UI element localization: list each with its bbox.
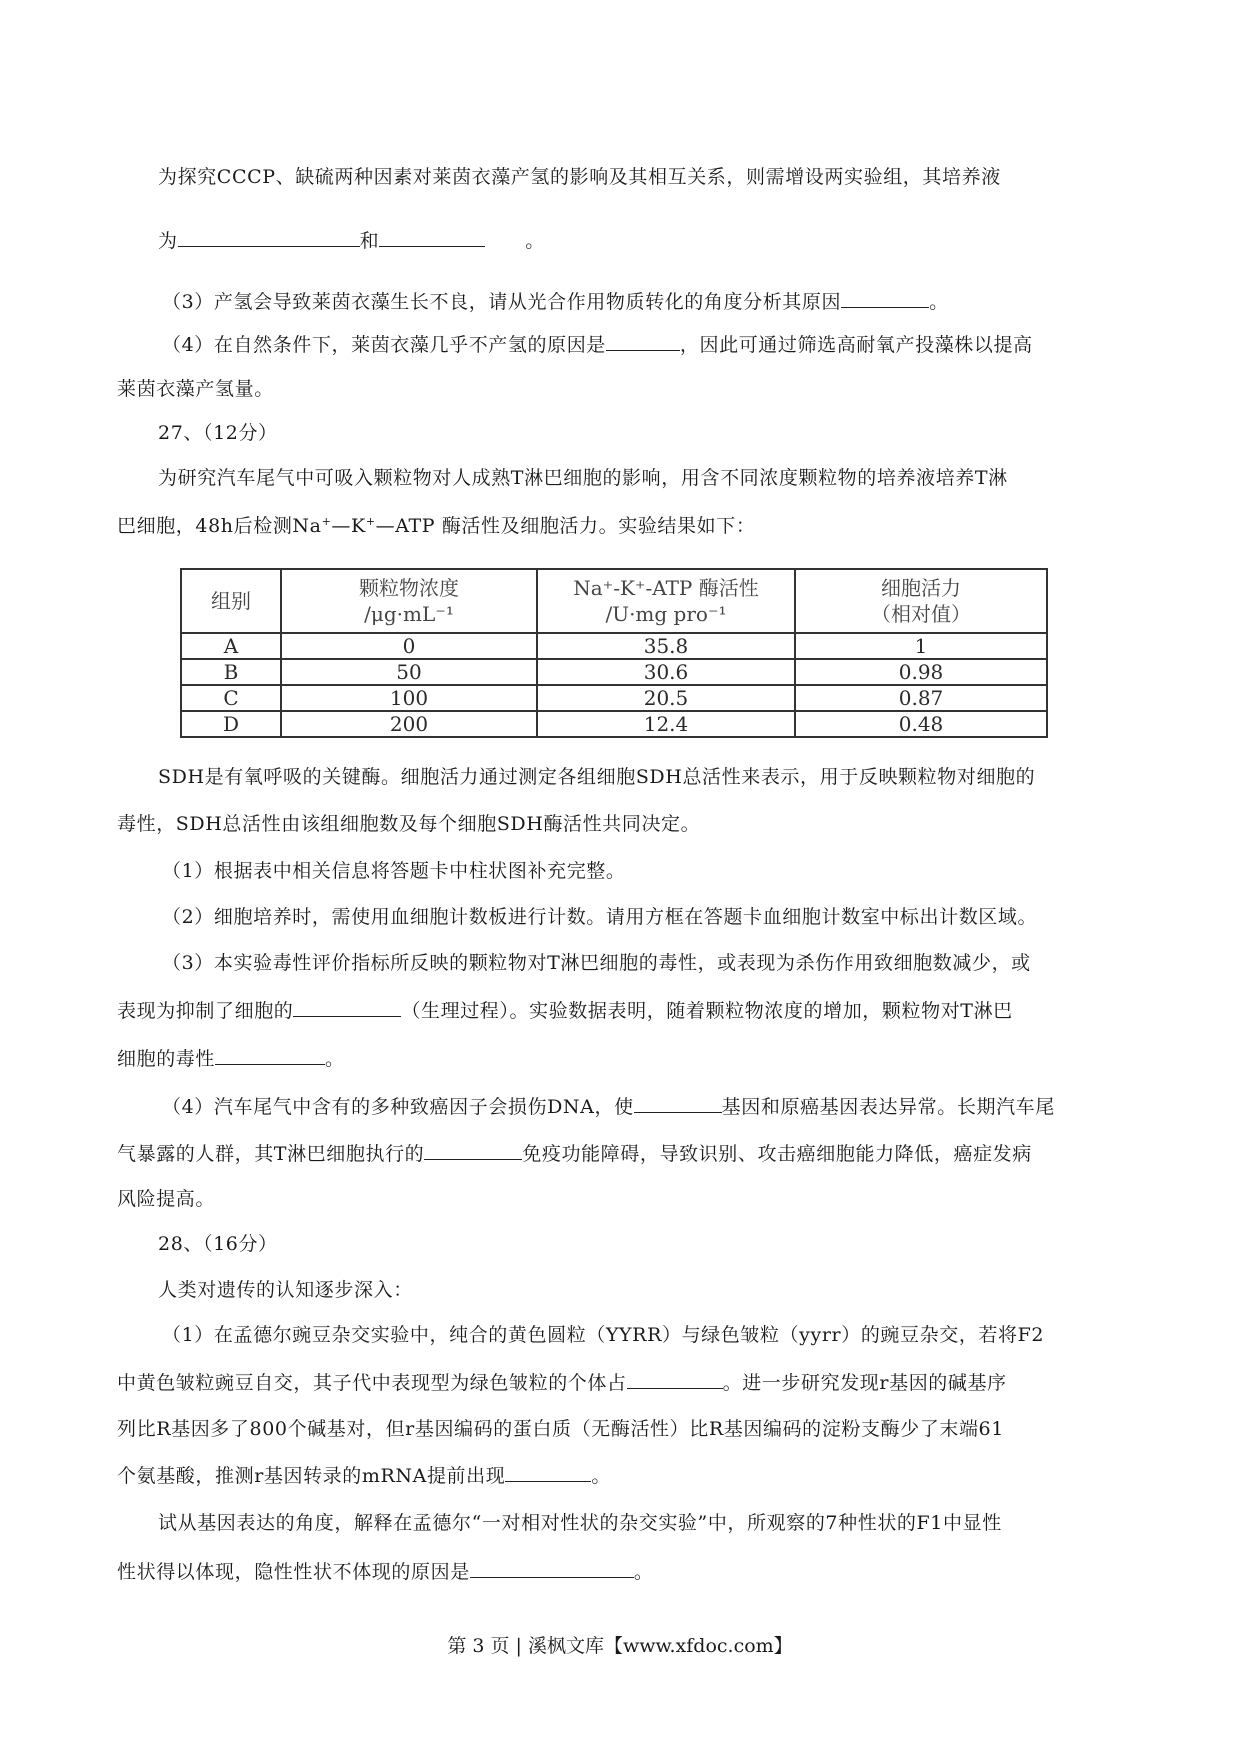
text-fragment: 。 <box>525 230 545 252</box>
text-line: SDH是有氧呼吸的关键酶。细胞活力通过测定各组细胞SDH总活性来表示，用于反映颗粒物对细胞的 <box>158 766 1036 788</box>
answer-blank[interactable] <box>505 1461 591 1482</box>
text-fragment: —ATP 酶活性及细胞活力。实验结果如下： <box>375 515 756 537</box>
header-text: （相对值） <box>871 602 971 626</box>
page-footer: 第 3 页 | 溪枫文库【www.xfdoc.com】 <box>447 1635 793 1657</box>
text-line: 试从基因表达的角度，解释在孟德尔“一对相对性状的杂交实验”中，所观察的7种性状的F1中显性 <box>158 1512 1002 1534</box>
header-text: /U·mg pro⁻¹ <box>605 602 727 626</box>
table-row <box>181 711 1047 737</box>
text-fragment: 和 <box>359 230 380 252</box>
question-number: 27、（12分） <box>158 422 278 444</box>
text-line: （1）根据表中相关信息将答题卡中柱状图补充完整。 <box>162 860 626 882</box>
text-line: 莱茵衣藻产氢量。 <box>117 378 274 400</box>
text-fragment: 性状得以体现，隐性性状不体现的原因是 <box>117 1561 470 1583</box>
text-fragment: 基因和原癌基因表达异常。长期汽车尾 <box>721 1096 1055 1118</box>
text-fragment: 。 <box>325 1048 345 1070</box>
header-text: 细胞活力 <box>881 576 961 600</box>
table-cell: C <box>181 685 281 711</box>
answer-blank[interactable] <box>424 1139 522 1160</box>
result-table-image <box>168 560 1052 738</box>
answer-blank[interactable] <box>379 226 485 247</box>
text-line: 风险提高。 <box>117 1188 216 1210</box>
text-fragment: （3）产氢会导致莱茵衣藻生长不良，请从光合作用物质转化的角度分析其原因 <box>162 291 842 313</box>
text-fragment: 气暴露的人群，其T淋巴细胞执行的 <box>117 1143 425 1165</box>
text-fragment: 。 <box>591 1465 611 1487</box>
table-header-cell <box>795 569 1047 633</box>
text-fragment: 个氨基酸，推测r基因转录的mRNA提前出现 <box>117 1465 506 1487</box>
superscript: + <box>365 515 376 528</box>
table-row <box>181 685 1047 711</box>
table-cell: 30.6 <box>537 659 795 685</box>
text-line <box>162 330 1033 359</box>
text-line: 毒性，SDH总活性由该组细胞数及每个细胞SDH酶活性共同决定。 <box>117 813 701 835</box>
text-line <box>117 1461 611 1490</box>
text-fragment: 表现为抑制了细胞的 <box>117 1000 294 1022</box>
text-fragment: 。 <box>633 1561 654 1583</box>
text-line <box>117 996 1013 1025</box>
text-fragment: 免疫功能障碍，导致识别、攻击癌细胞能力降低，癌症发病 <box>522 1143 1032 1165</box>
text-line: 为探究CCCP、缺硫两种因素对莱茵衣藻产氢的影响及其相互关系，则需增设两实验组，其培养液 <box>158 166 1001 188</box>
text-line <box>117 1139 1032 1168</box>
table-header-cell <box>537 569 795 633</box>
text-line: 列比R基因多了800个碱基对，但r基因编码的蛋白质（无酶活性）比R基因编码的淀粉支酶少了末端61 <box>117 1418 1004 1440</box>
text-line <box>117 1368 1007 1397</box>
text-fragment: 细胞的毒性 <box>117 1048 216 1070</box>
text-fragment: —K <box>331 515 366 537</box>
table-cell: 20.5 <box>537 685 795 711</box>
text-line: （1）在孟德尔豌豆杂交实验中，纯合的黄色圆粒（YYRR）与绿色皱粒（yyrr）的豌豆杂交，若将F2 <box>162 1324 1045 1346</box>
table-header-row <box>181 569 1047 633</box>
text-fragment: 。 <box>929 291 949 313</box>
answer-blank[interactable] <box>841 287 929 308</box>
answer-blank[interactable] <box>178 226 360 247</box>
text-line <box>117 1557 653 1586</box>
table-cell: 100 <box>281 685 537 711</box>
table-cell: 0.98 <box>795 659 1047 685</box>
table-cell: 0.87 <box>795 685 1047 711</box>
text-fragment: 。进一步研究发现r基因的碱基序 <box>722 1372 1007 1394</box>
answer-blank[interactable] <box>606 330 680 351</box>
table-row <box>181 633 1047 659</box>
answer-blank[interactable] <box>470 1557 634 1578</box>
table-cell: 50 <box>281 659 537 685</box>
text-fragment: 巴细胞，48h后检测Na <box>117 515 322 537</box>
header-text: /μg·mL⁻¹ <box>364 602 454 626</box>
text-line <box>117 1044 345 1073</box>
text-line <box>162 1092 1055 1121</box>
table-cell: 200 <box>281 711 537 737</box>
table-row <box>181 659 1047 685</box>
text-line <box>117 512 755 540</box>
text-line <box>162 287 949 316</box>
table-cell: 35.8 <box>537 633 795 659</box>
result-table <box>180 568 1048 738</box>
text-line: 为研究汽车尾气中可吸入颗粒物对人成熟T淋巴细胞的影响，用含不同浓度颗粒物的培养液培养T淋 <box>158 467 1008 489</box>
text-line <box>158 226 545 255</box>
text-line: （2）细胞培养时，需使用血细胞计数板进行计数。请用方框在答题卡血细胞计数室中标出计数区域。 <box>162 906 1038 928</box>
text-fragment: 为 <box>158 230 178 252</box>
table-cell: 12.4 <box>537 711 795 737</box>
header-text: Na⁺-K⁺-ATP 酶活性 <box>573 576 759 600</box>
text-line: 人类对遗传的认知逐步深入： <box>158 1279 413 1301</box>
table-cell: 0.48 <box>795 711 1047 737</box>
table-header-cell <box>181 569 281 633</box>
answer-blank[interactable] <box>215 1044 325 1065</box>
header-text: 颗粒物浓度 <box>359 576 459 600</box>
text-fragment: （生理过程）。实验数据表明，随着颗粒物浓度的增加，颗粒物对T淋巴 <box>401 1000 1013 1022</box>
table-cell: D <box>181 711 281 737</box>
answer-blank[interactable] <box>627 1368 723 1389</box>
text-line: （3）本实验毒性评价指标所反映的颗粒物对T淋巴细胞的毒性，或表现为杀伤作用致细胞数减少，或 <box>162 952 1031 974</box>
question-number: 28、（16分） <box>158 1233 278 1255</box>
table-cell: 1 <box>795 633 1047 659</box>
superscript: + <box>321 515 332 528</box>
table-cell: B <box>181 659 281 685</box>
header-text: 组别 <box>211 589 251 613</box>
text-fragment: （4）在自然条件下，莱茵衣藻几乎不产氢的原因是 <box>162 334 606 356</box>
table-header-cell <box>281 569 537 633</box>
text-fragment: ，因此可通过筛选高耐氧产投藻株以提高 <box>679 334 1033 356</box>
answer-blank[interactable] <box>634 1092 722 1113</box>
text-fragment: 中黄色皱粒豌豆自交，其子代中表现型为绿色皱粒的个体占 <box>117 1372 627 1394</box>
table-cell: A <box>181 633 281 659</box>
answer-blank[interactable] <box>293 996 401 1017</box>
table-cell: 0 <box>281 633 537 659</box>
text-fragment: （4）汽车尾气中含有的多种致癌因子会损伤DNA，使 <box>162 1096 634 1118</box>
